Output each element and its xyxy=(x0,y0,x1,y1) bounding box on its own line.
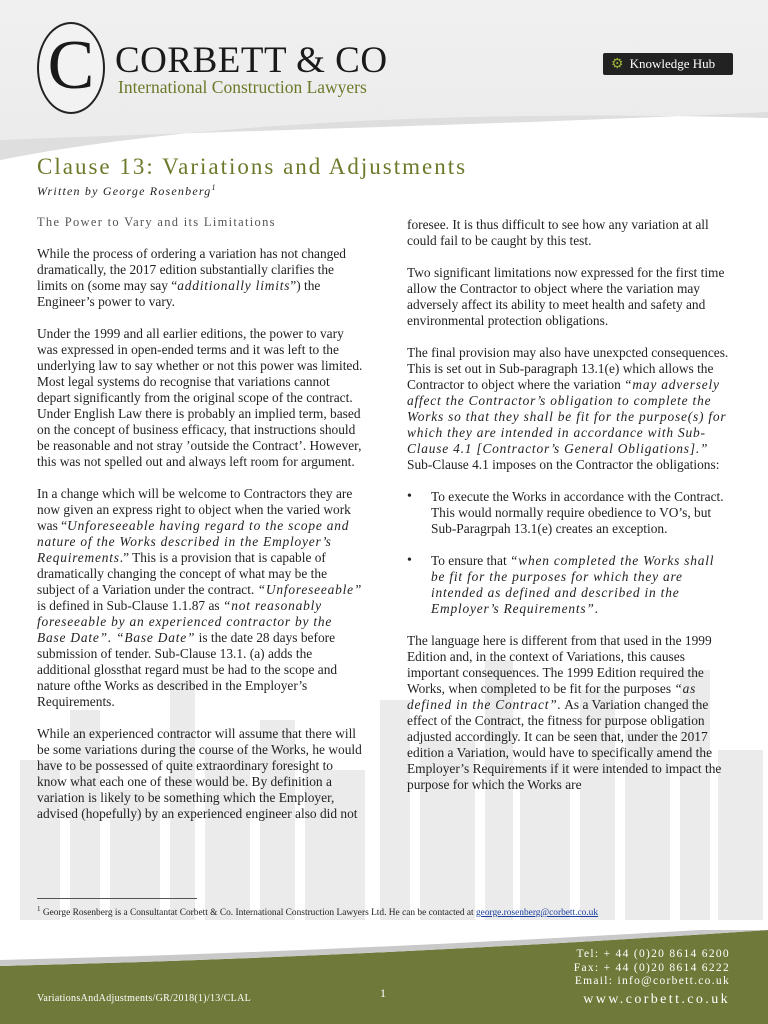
footer-website-link[interactable]: www.corbett.co.uk xyxy=(583,992,730,1007)
firm-name: CORBETT & CO xyxy=(115,40,388,81)
paragraph xyxy=(37,486,365,710)
emphasis: “may adversely affect the Contractor’s obligation to complete the Works so that they shall be fit for the purpose(s) for which they are intended in accordance with Sub-Clause 4.1 [Contractor’s General Obligations].” xyxy=(407,377,727,456)
page-number: 1 xyxy=(380,986,386,1000)
emphasis: “not reasonably foreseeable by an experienced contractor by the Base Date”. “Base Date” xyxy=(37,598,333,645)
document-reference: VariationsAndAdjustments/GR/2018(1)/13/CLAL xyxy=(37,993,251,1004)
paragraph: Sub-Clause 4.1 imposes on the Contractor the obligations: xyxy=(407,457,720,472)
text-run: The final provision may also have unexpcted consequences. This is set out in Sub-paragraph 13.1(e) which allows the Contractor to object where the variation xyxy=(407,345,729,392)
logo-letter: C xyxy=(47,27,95,104)
paragraph: foresee. It is thus difficult to see how any variation at all could fail to be caught by this test. xyxy=(407,217,709,248)
text-run: The language here is different from that used in the 1999 Edition and, in the context of Variations, this causes important consequences. The 1999 Edition required the Works, when completed to be fit for the purposes xyxy=(407,633,712,696)
emphasis: “as defined in the Contract”. xyxy=(407,681,697,712)
footnote-text: George Rosenberg is a Consultantat Corbett & Co. International Construction Lawyers Ltd. He can be contacted at xyxy=(42,908,476,919)
text-run: .” This is a provision that is capable of dramatically changing the concept of what may be the subject of a Variation under the contract. xyxy=(37,550,328,597)
paragraph xyxy=(407,633,732,793)
text-run: is defined in Sub-Clause 1.1.87 as xyxy=(37,598,223,613)
list-item xyxy=(431,553,732,617)
obligations-list xyxy=(407,489,732,617)
paragraph: Two significant limitations now expressed for the first time allow the Contractor to object where the variation may adversely affect its ability to meet health and safety and environmental protection obligations. xyxy=(407,265,725,328)
text-run: As a Variation changed the effect of the Contract, the fitness for purpose obligation adjusted accordingly. It can be seen that, under the 2017 edition a Variation, would have to specifically amend the Employer’s Requirements if it were intended to impact the purpose for which the Works are xyxy=(407,697,722,792)
emphasis: “when completed the Works shall be fit for the purposes for which they are intended as defined and described in the Employer’s Requirements” xyxy=(431,553,715,616)
byline-text: Written by George Rosenberg xyxy=(37,184,212,198)
gear-icon: ⚙ xyxy=(611,56,624,72)
list-item: • To execute the Works in accordance with the Contract. This would normally require obedience to VO’s, but Sub-Paragrpah 13.1(e) creates an exception. xyxy=(431,489,732,537)
emphasis: additionally limits xyxy=(177,278,291,293)
logo xyxy=(37,22,105,114)
article-title: Clause 13: Variations and Adjustments xyxy=(37,154,468,179)
footer-contact xyxy=(574,948,730,989)
footnote-email-link[interactable]: george.rosenberg@corbett.co.uk xyxy=(475,908,599,919)
paragraph: While an experienced contractor will assume that there will be some variations during the course of the Works, he would have to be possessed of quite extraordinary foresight to know what each one of these would be. By definition a variation is likely to be something which the Employer, advised (hopefully) by an experienced engineer also did not xyxy=(37,726,362,821)
footnote-marker: 1 xyxy=(37,905,41,913)
left-column xyxy=(37,214,365,838)
emphasis: Unforeseeable having regard to the scope and nature of the Works described in the Employer’s Requirements xyxy=(37,518,350,565)
footnote xyxy=(37,905,737,918)
text-run: To ensure that xyxy=(431,553,511,568)
paragraph: Under the 1999 and all earlier editions, the power to vary was expressed in open-ended terms and it was left to the underlying law to say whether or not this power was limited. Most legal systems do recognise that variations cannot depart significantly from the original scope of the contract. Under English Law there is probably an implied term, based on the concept of business efficacy, that instructions should be reasonable and not stray ’outside the Contract’. However, this was not spelled out and always left room for argument. xyxy=(37,326,363,469)
firm-subtitle: International Construction Lawyers xyxy=(118,77,367,97)
text-run: ”) the Engineer’s power to vary. xyxy=(37,278,321,309)
footnote-divider xyxy=(37,898,197,899)
text-run: While the process of ordering a variation has not changed dramatically, the 2017 edition substantially clarifies the limits on (some may say “ xyxy=(37,246,346,293)
footer-tel: Tel: + 44 (0)20 8614 6200 xyxy=(576,948,730,960)
byline-footnote-marker: 1 xyxy=(211,183,217,192)
section-heading: The Power to Vary and its Limitations xyxy=(37,215,276,229)
footer-email[interactable]: Email: info@corbett.co.uk xyxy=(574,975,730,987)
emphasis: “Unforeseeable” xyxy=(257,582,363,597)
text-run: . xyxy=(594,601,598,616)
text-run: In a change which will be welcome to Contractors they are now given an express right to object when the varied work was “ xyxy=(37,486,353,533)
byline xyxy=(37,183,217,199)
paragraph xyxy=(407,345,732,457)
knowledge-hub-label: Knowledge Hub xyxy=(629,56,716,71)
footer-fax: Fax: + 44 (0)20 8614 6222 xyxy=(573,961,730,974)
text-run: is the date 28 days before submission of tender. Sub-Clause 13.1. (a) adds the additional glossthat regard must be had to the scope and nature ofthe Works as described in the Employer’s Requirements. xyxy=(37,630,338,709)
knowledge-hub-badge[interactable] xyxy=(603,53,733,75)
right-column xyxy=(407,217,732,809)
paragraph xyxy=(37,246,365,310)
